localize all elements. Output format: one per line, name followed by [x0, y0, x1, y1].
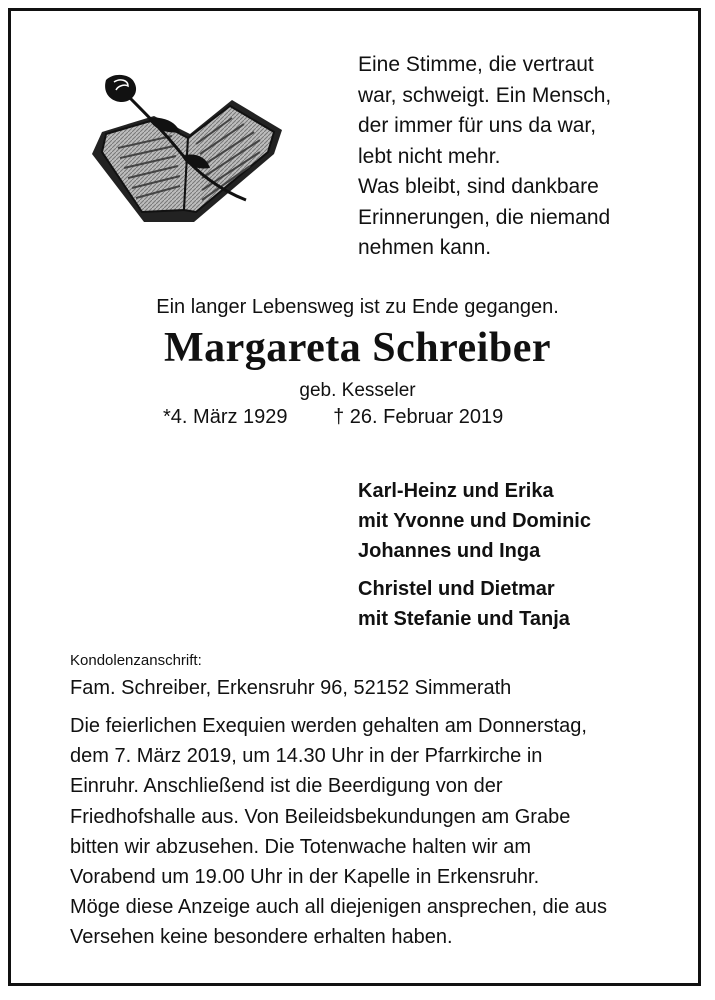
poem-line: lebt nicht mehr. — [358, 144, 501, 168]
birth-date: *4. März 1929 — [163, 406, 288, 428]
family-line: Johannes und Inga — [358, 540, 541, 562]
poem-line: Eine Stimme, die vertraut — [358, 53, 594, 76]
death-date: † 26. Februar 2019 — [333, 406, 504, 428]
notice-line: Möge diese Anzeige auch all diejenigen ansprechen, die aus — [70, 896, 608, 919]
poem-line: der immer für uns da war, — [358, 114, 597, 137]
funeral-notice — [70, 711, 670, 953]
notice-line: Einruhr. Anschließend ist die Beerdigung von der — [70, 775, 503, 798]
life-dates — [163, 406, 503, 429]
open-book-with-rose-icon — [84, 72, 284, 224]
family-line: mit Yvonne und Dominic — [358, 510, 591, 532]
poem-line: Was bleibt, sind dankbare — [358, 175, 599, 198]
notice-line: bitten wir abzusehen. Die Totenwache halten wir am — [70, 835, 531, 858]
poem — [358, 50, 678, 264]
condolence-label: Kondolenzanschrift: — [70, 652, 202, 669]
intro-text: Ein langer Lebensweg ist zu Ende gegangen. — [156, 296, 559, 318]
deceased-name: Margareta Schreiber — [164, 325, 551, 371]
notice-line: Vorabend um 19.00 Uhr in der Kapelle in Erkensruhr. — [70, 866, 540, 889]
family-line: mit Stefanie und Tanja — [358, 608, 570, 630]
family-list — [358, 476, 591, 642]
notice-line: Friedhofshalle aus. Von Beileidsbekundungen am Grabe — [70, 805, 571, 828]
poem-line: nehmen kann. — [358, 236, 492, 259]
star-icon: * — [163, 406, 171, 428]
family-line: Karl-Heinz und Erika — [358, 480, 554, 502]
family-line: Christel und Dietmar — [358, 578, 555, 600]
condolence-address: Fam. Schreiber, Erkensruhr 96, 52152 Simmerath — [70, 677, 512, 699]
notice-line: dem 7. März 2019, um 14.30 Uhr in der Pfarrkirche in — [70, 745, 543, 768]
poem-line: war, schweigt. Ein Mensch, — [358, 83, 612, 107]
cross-icon: † — [333, 406, 345, 428]
notice-line: Die feierlichen Exequien werden gehalten am Donnerstag, — [70, 715, 587, 737]
birth-name: geb. Kesseler — [299, 380, 416, 401]
poem-line: Erinnerungen, die niemand — [358, 205, 611, 229]
family-group — [358, 574, 591, 634]
notice-line: Versehen keine besondere erhalten haben. — [70, 926, 453, 949]
family-group — [358, 476, 591, 566]
